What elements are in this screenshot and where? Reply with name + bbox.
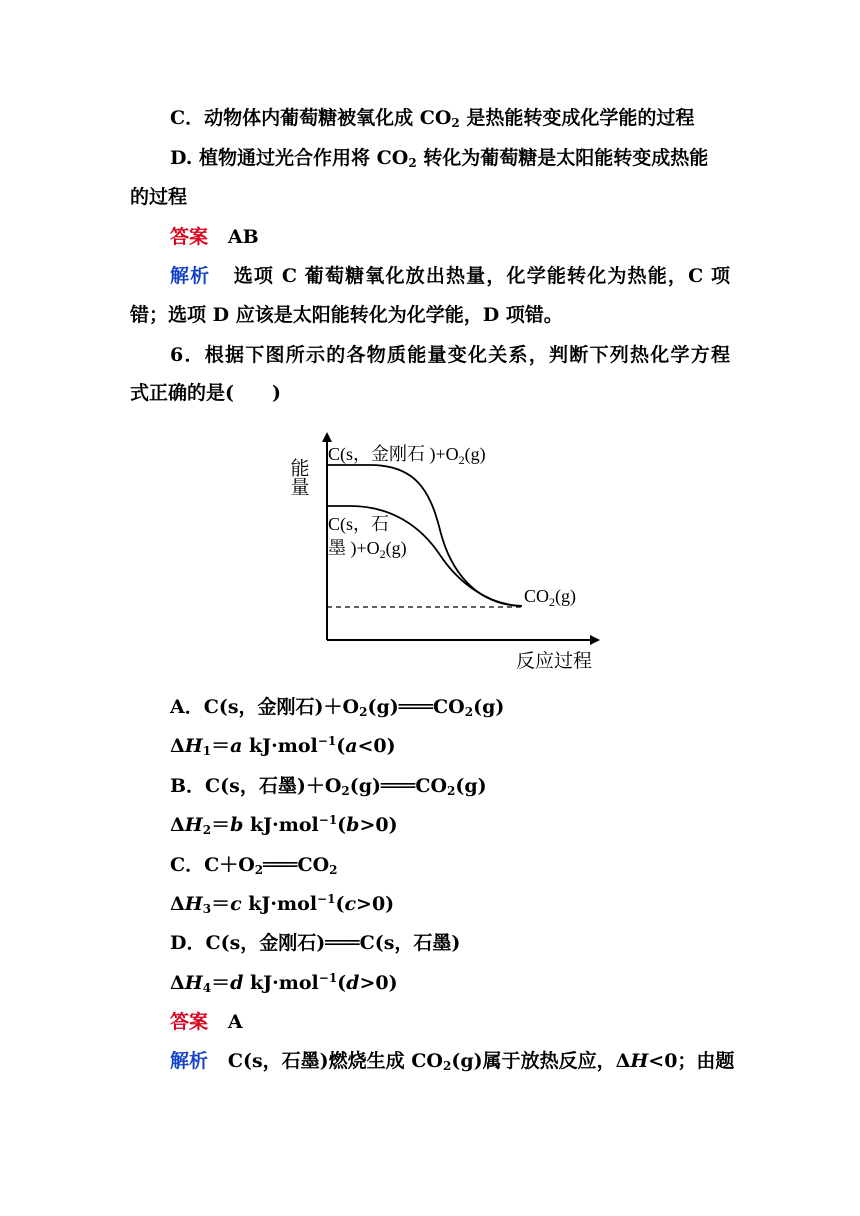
product-label: $CO_2(g)$ xyxy=(524,586,577,609)
answer-q6 xyxy=(170,1010,770,1034)
answer-label: 答案 xyxy=(170,1011,209,1033)
q6-stem-line1: 6．根据下图所示的各物质能量变化关系，判断下列热化学方程 xyxy=(170,344,730,366)
graphite-label-line2: 墨 )$+O_2(g)$ xyxy=(328,538,407,561)
analysis-label: 解析 xyxy=(170,265,211,287)
option-c-equation: C．$C+O_2═══CO_2$ xyxy=(170,854,338,877)
energy-diagram xyxy=(287,430,610,675)
option-c-text: C．动物体内葡萄糖被氧化成 $CO_2$ 是热能转变成化学能的过程 xyxy=(170,107,695,130)
analysis-label: 解析 xyxy=(170,1050,209,1072)
option-d-enthalpy: $\Delta H_4=d$ kJ·mol$^{-1}$(d>0) xyxy=(170,971,398,995)
analysis-q6-line1: 解析 C(s，石墨)燃烧生成 $CO_2(g)$属于放热反应，ΔH<0；由题 xyxy=(170,1050,735,1073)
analysis-q5-line1: 解析 选项 C 葡萄糖氧化放出热量，化学能转化为热能，C 项 xyxy=(170,265,730,287)
x-axis-label: 反应过程 xyxy=(516,651,593,672)
answer-value: AB xyxy=(227,226,259,248)
y-axis-arrow xyxy=(322,432,332,442)
answer-value: A xyxy=(227,1011,243,1033)
option-a-enthalpy: $\Delta H_1=a$ kJ·mol$^{-1}$(a<0) xyxy=(170,734,396,758)
x-axis-arrow xyxy=(590,635,600,645)
y-axis-label: 能量 xyxy=(287,458,309,496)
q6-stem-line2: 式正确的是( ) xyxy=(130,382,281,404)
analysis-q5-line2: 错；选项 D 应该是太阳能转化为化学能，D 项错。 xyxy=(130,304,563,326)
option-d-continuation: 的过程 xyxy=(130,186,188,208)
option-b-equation: B．C(s，石墨)$+O_2(g)═══CO_2(g)$ xyxy=(170,775,487,798)
answer-q5 xyxy=(170,225,770,249)
graphite-label-line1: C(s，石 xyxy=(328,514,390,534)
answer-label: 答案 xyxy=(170,226,209,248)
option-d-equation: D．C(s，金刚石)═══C(s，石墨) xyxy=(170,932,461,954)
option-a-equation: A．C(s，金刚石)$+O_2(g)═══CO_2(g)$ xyxy=(170,696,505,719)
option-c-enthalpy: $\Delta H_3=c$ kJ·mol$^{-1}$(c>0) xyxy=(170,892,395,916)
diamond-label: C(s，金刚石 )$+O_2(g)$ xyxy=(328,444,486,467)
option-d-text: D. 植物通过光合作用将 $CO_2$ 转化为葡萄糖是太阳能转变成热能 xyxy=(170,147,709,170)
option-b-enthalpy: $\Delta H_2=b$ kJ·mol$^{-1}$(b>0) xyxy=(170,813,398,837)
